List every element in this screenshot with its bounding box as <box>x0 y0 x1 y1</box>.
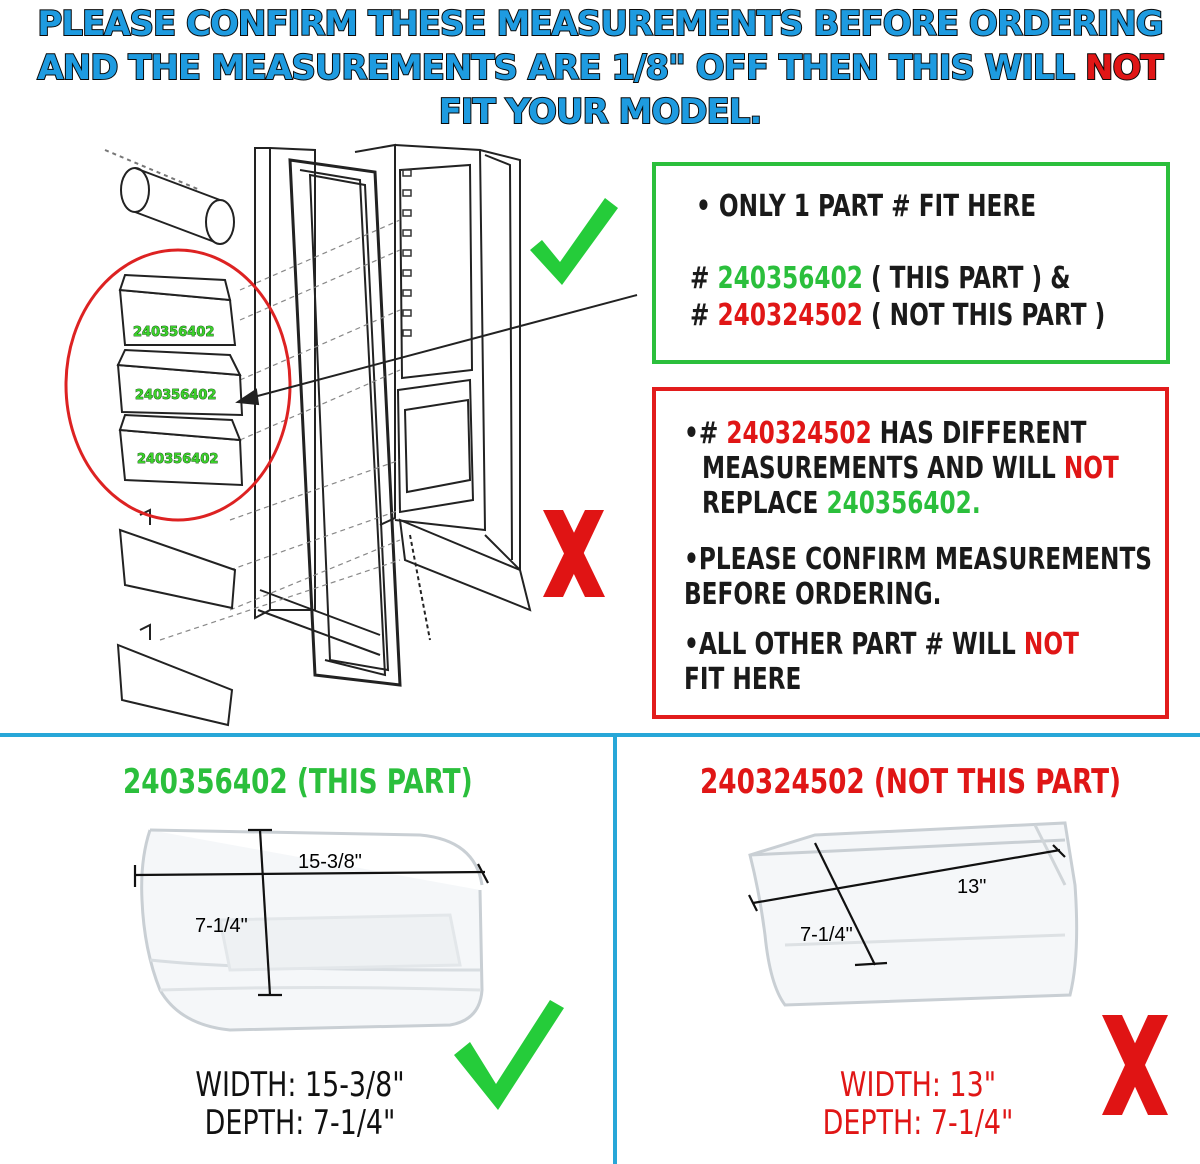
red-x-icon <box>543 510 605 597</box>
door-bin-5 <box>118 625 232 725</box>
left-check-mark-icon <box>448 1000 568 1130</box>
only-one-part-text: • ONLY 1 PART # FIT HERE <box>696 189 1037 224</box>
other-parts-text: •ALL OTHER PART # WILL <box>684 627 1024 662</box>
header-line-3: FIT YOUR MODEL. <box>438 92 762 132</box>
header-line-2 <box>0 46 1200 90</box>
bin-label-2: 240356402 <box>135 388 217 403</box>
left-depth-dim: 7-1/4" <box>195 915 248 937</box>
right-depth-dim: 7-1/4" <box>800 924 853 946</box>
confirm-line-2: BEFORE ORDERING. <box>684 577 942 612</box>
bin-label-1: 240356402 <box>133 325 215 340</box>
filter-cylinder-icon <box>121 168 234 244</box>
hash-symbol: # <box>690 261 718 296</box>
warning-line-1 <box>684 417 1086 451</box>
warning-line-2 <box>702 452 1119 486</box>
refrigerator-door-diagram <box>0 140 650 735</box>
not-this-part-line <box>690 299 1105 333</box>
left-part-title: 240356402 (THIS PART) <box>123 762 473 802</box>
left-width-dim: 15-3/8" <box>298 851 362 873</box>
door-bin-3 <box>120 415 242 485</box>
right-depth-text: DEPTH: 7-1/4" <box>822 1103 1014 1143</box>
green-info-box <box>652 162 1170 364</box>
header-line-1: PLEASE CONFIRM THESE MEASUREMENTS BEFORE ORDERING <box>37 4 1163 44</box>
right-x-icon <box>1100 1015 1170 1115</box>
confirm-line-1: •PLEASE CONFIRM MEASUREMENTS <box>684 542 1153 577</box>
right-measurements <box>786 1066 1050 1142</box>
door-bin-2 <box>118 350 242 415</box>
left-measurements <box>168 1066 432 1142</box>
horizontal-divider <box>0 733 1200 737</box>
right-width-dim: 13" <box>957 876 987 898</box>
right-bin-image <box>735 815 1115 1025</box>
right-part-title: 240324502 (NOT THIS PART) <box>700 762 1122 802</box>
door-bin-4 <box>120 510 235 608</box>
door-liner <box>355 145 530 640</box>
hash-symbol: # <box>690 298 718 333</box>
header-not-word: NOT <box>1085 48 1163 88</box>
check-mark-icon <box>530 198 618 285</box>
not-word: NOT <box>1023 627 1079 662</box>
vertical-divider <box>613 733 617 1164</box>
warning-line-1-text: HAS DIFFERENT <box>871 416 1087 451</box>
bullet-hash: •# <box>684 416 727 451</box>
other-parts-line-1 <box>684 628 1079 662</box>
other-parts-line-2: FIT HERE <box>684 662 802 697</box>
warning-line-3 <box>702 487 981 521</box>
header-warning <box>0 0 1200 134</box>
replace-word: REPLACE <box>702 486 827 521</box>
left-width-text: WIDTH: 15-3/8" <box>195 1065 405 1105</box>
left-bin-image <box>120 820 500 1040</box>
left-depth-text: DEPTH: 7-1/4" <box>204 1103 396 1143</box>
bin-label-3: 240356402 <box>137 452 219 467</box>
not-word: NOT <box>1063 451 1119 486</box>
right-width-text: WIDTH: 13" <box>839 1065 997 1105</box>
part-number-replace: 240356402. <box>826 486 981 521</box>
warning-line-2-text: MEASUREMENTS AND WILL <box>702 451 1064 486</box>
this-part-note: ( THIS PART ) & <box>862 261 1071 296</box>
part-number-different: 240324502 <box>726 416 872 451</box>
red-warning-box <box>652 387 1169 719</box>
door-frame-outline <box>255 148 400 685</box>
part-number-this: 240356402 <box>717 261 863 296</box>
header-line-2-text: AND THE MEASUREMENTS ARE 1/8" OFF THEN THIS WILL <box>37 48 1086 88</box>
this-part-line <box>690 262 1070 296</box>
not-this-part-note: ( NOT THIS PART ) <box>862 298 1106 333</box>
part-number-not: 240324502 <box>717 298 863 333</box>
